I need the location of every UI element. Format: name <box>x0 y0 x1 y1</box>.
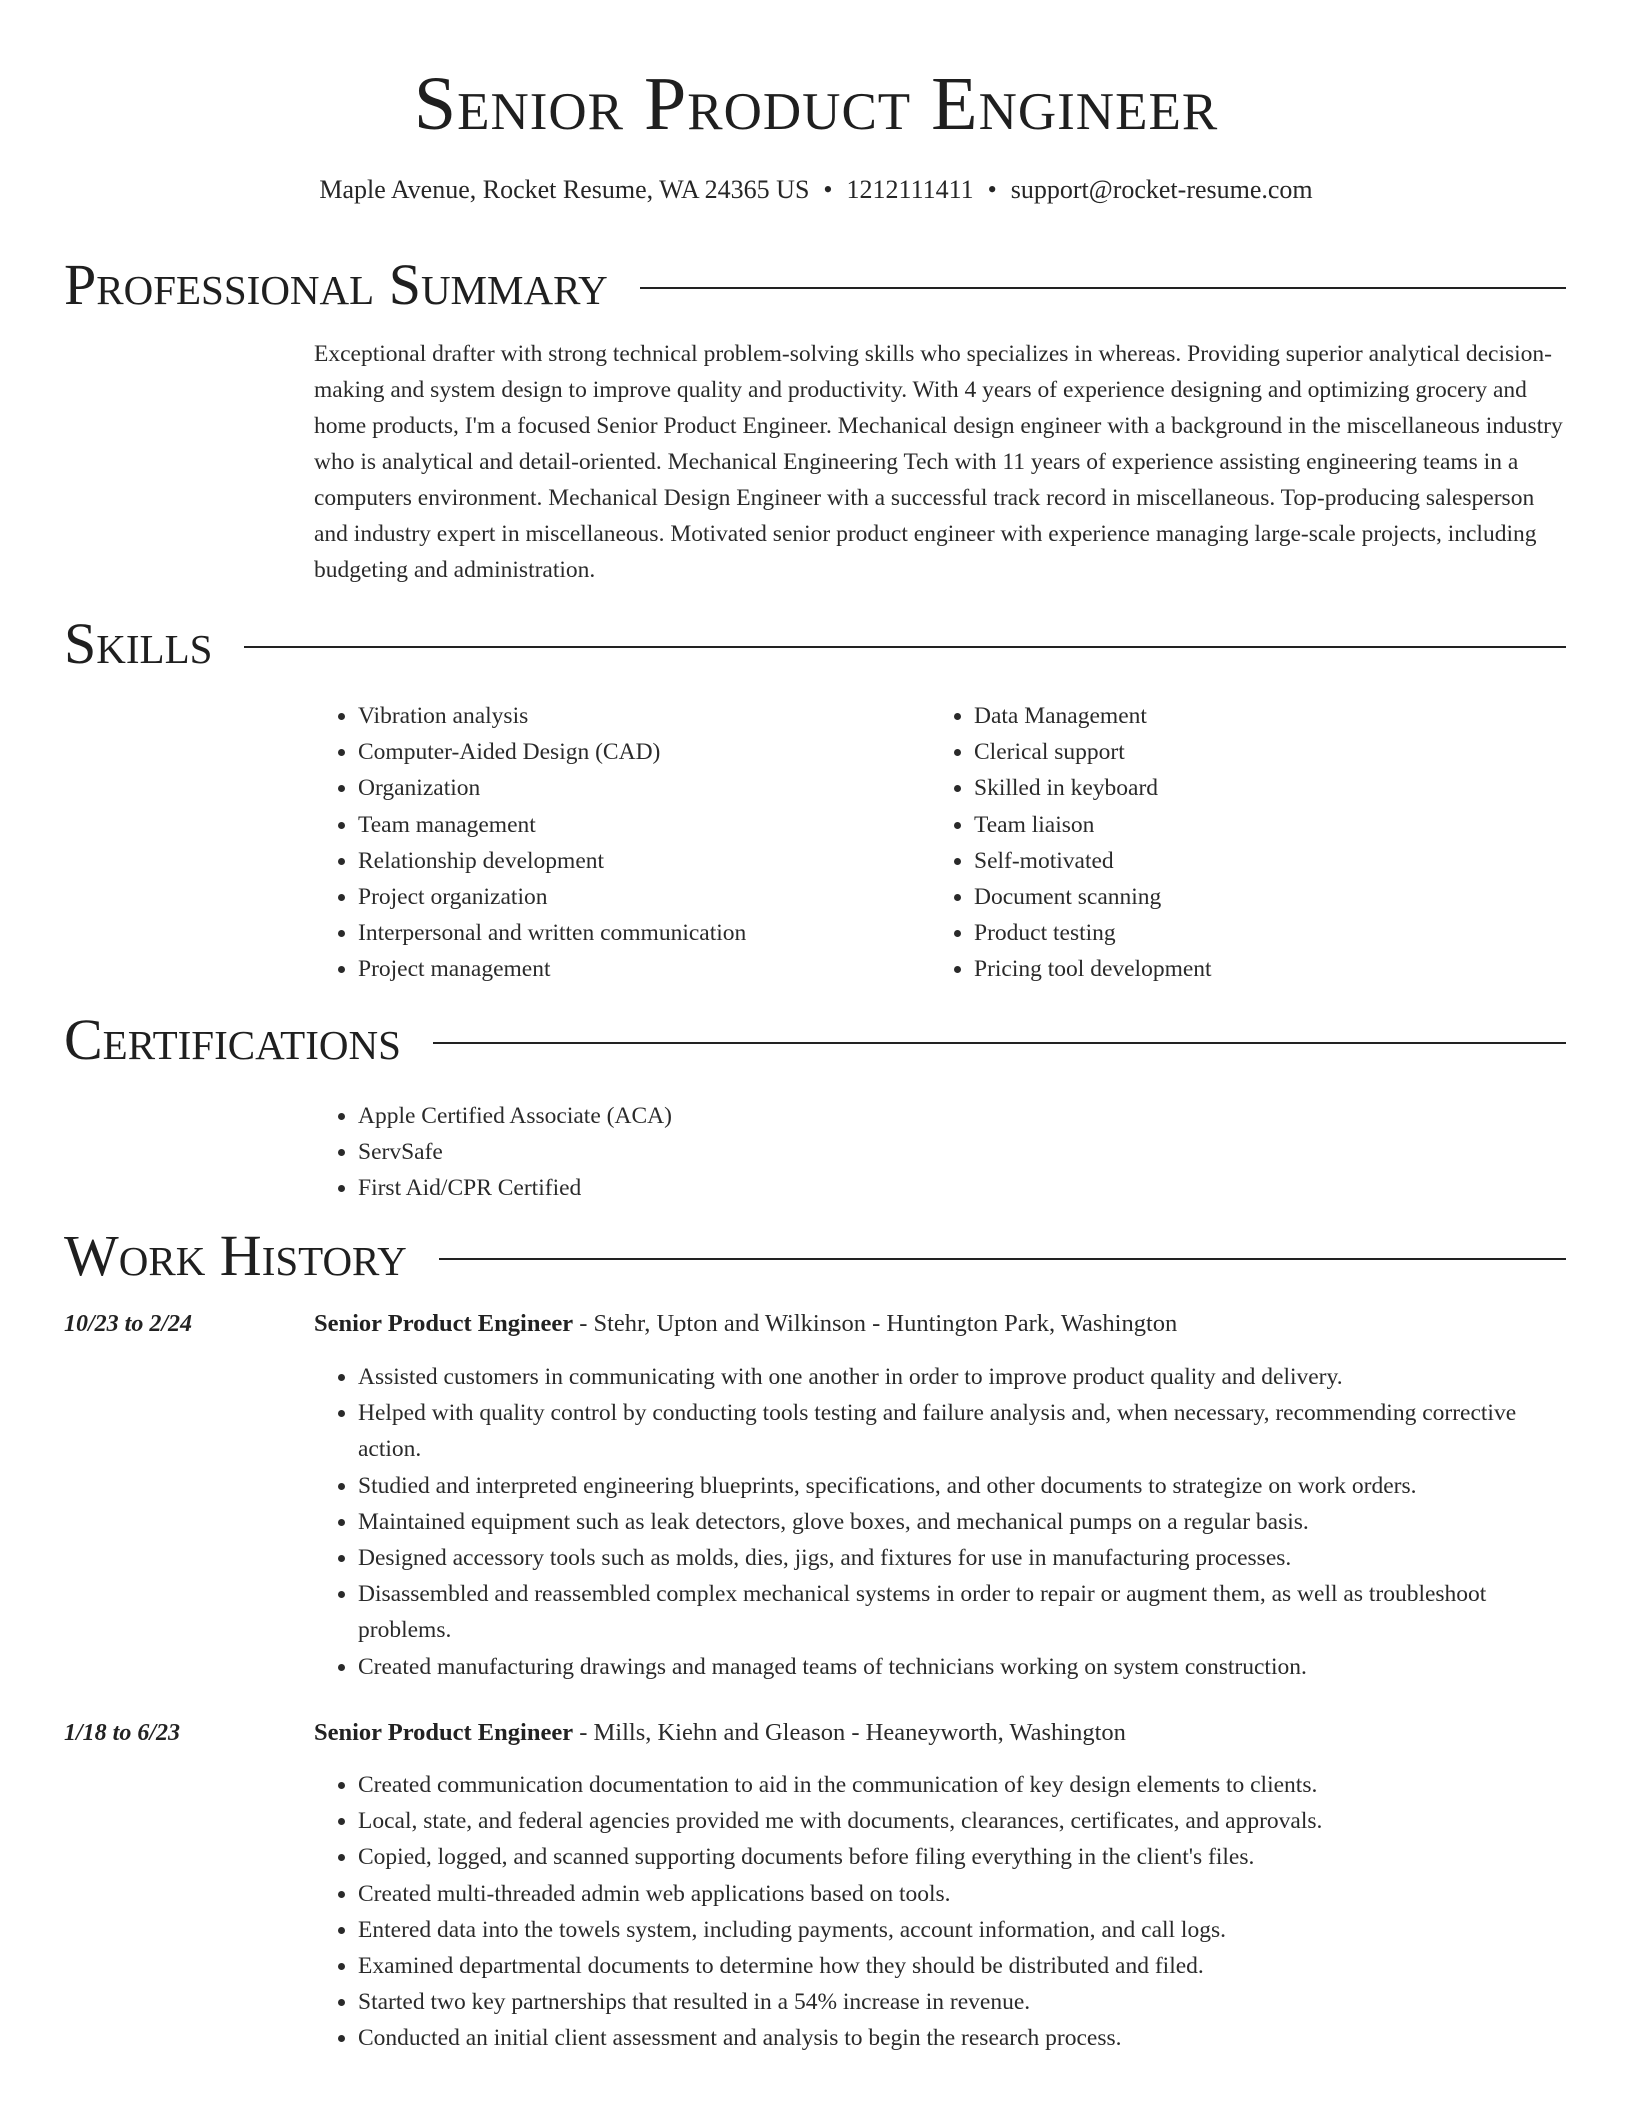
list-item: • Entered data into the towels system, including payments, account information, and call logs. <box>358 1912 1566 1948</box>
job-role: Senior Product Engineer <box>314 1310 574 1337</box>
work-history-section-header <box>64 1221 1566 1291</box>
list-item: • Created multi-threaded admin web applications based on tools. <box>358 1876 1566 1912</box>
list-item: • Team management <box>358 807 914 843</box>
job-responsibilities <box>314 1359 1566 1685</box>
list-item: • Self-motivated <box>974 843 1530 879</box>
list-item: • Product testing <box>974 915 1530 951</box>
summary-text: Exceptional drafter with strong technical problem-solving skills who specializes in whereas. Providing superior analytical decision-making and system design to improve quality and productivity. With 4 years of experience designing and optimizing grocery and home products, I'm a focused Senior Product Engineer. Mechanical design engineer with a background in the miscellaneous industry who is analytical and detail-oriented. Mechanical Engineering Tech with 11 years of experience assisting engineering teams in a computers environment. Mechanical Design Engineer with a successful track record in miscellaneous. Top-producing salesperson and industry expert in miscellaneous. Motivated senior product engineer with experience managing large-scale projects, including budgeting and administration. <box>314 341 1563 583</box>
list-item: • Skilled in keyboard <box>974 770 1530 806</box>
list-item: • First Aid/CPR Certified <box>358 1170 1566 1206</box>
section-divider <box>244 646 1566 648</box>
certifications-heading: Certifications <box>64 1007 401 1072</box>
contact-address: Maple Avenue, Rocket Resume, WA 24365 US <box>319 175 810 204</box>
list-item: • Created communication documentation to aid in the communication of key design elements to clients. <box>358 1767 1566 1803</box>
certifications-section-header <box>64 1005 1566 1075</box>
job-heading <box>314 1715 1566 1751</box>
job-bullet-list <box>314 1359 1566 1685</box>
job-responsibilities <box>314 1767 1566 2057</box>
contact-email: support@rocket-resume.com <box>1010 175 1313 204</box>
skills-list-left <box>314 698 914 988</box>
certifications-list <box>314 1098 1566 1207</box>
job-dates: 10/23 to 2/24 <box>64 1311 193 1337</box>
section-divider <box>640 287 1566 289</box>
job-dates: 1/18 to 6/23 <box>64 1720 181 1746</box>
list-item: • Vibration analysis <box>358 698 914 734</box>
list-item: • Organization <box>358 770 914 806</box>
skills-column-right <box>930 698 1530 988</box>
list-item: • Started two key partnerships that resulted in a 54% increase in revenue. <box>358 1984 1566 2020</box>
list-item: • Pricing tool development <box>974 951 1530 987</box>
list-item: • Project organization <box>358 879 914 915</box>
contact-separator: • <box>823 175 833 204</box>
list-item: • Copied, logged, and scanned supporting documents before filing everything in the client's files. <box>358 1839 1566 1875</box>
summary-heading: Professional Summary <box>64 252 608 317</box>
list-item: • Maintained equipment such as leak detectors, glove boxes, and mechanical pumps on a regular basis. <box>358 1504 1566 1540</box>
list-item: • Studied and interpreted engineering blueprints, specifications, and other documents to strategize on work orders. <box>358 1468 1566 1504</box>
skills-column-left <box>314 698 914 988</box>
list-item: • Apple Certified Associate (ACA) <box>358 1098 1566 1134</box>
list-item: • Clerical support <box>974 734 1530 770</box>
contact-phone: 1212111411 <box>846 175 974 204</box>
skills-section-header <box>64 609 1566 679</box>
list-item: • Interpersonal and written communication <box>358 915 914 951</box>
job-bullet-list <box>314 1767 1566 2057</box>
list-item: • Project management <box>358 951 914 987</box>
job-employer-location: - Stehr, Upton and Wilkinson - Huntington Park, Washington <box>573 1310 1178 1337</box>
job-employer-location: - Mills, Kiehn and Gleason - Heaneyworth, Washington <box>573 1719 1126 1746</box>
contact-line <box>0 172 1632 208</box>
list-item: • Data Management <box>974 698 1530 734</box>
section-divider <box>433 1042 1566 1044</box>
list-item: • Created manufacturing drawings and managed teams of technicians working on system construction. <box>358 1649 1566 1685</box>
list-item: • Helped with quality control by conducting tools testing and failure analysis and, when necessary, recommending corrective action. <box>358 1395 1566 1467</box>
summary-section-header <box>64 250 1566 320</box>
section-divider <box>439 1258 1566 1260</box>
list-item: • Relationship development <box>358 843 914 879</box>
resume-title: Senior Product Engineer <box>413 62 1219 146</box>
list-item: • Local, state, and federal agencies provided me with documents, clearances, certificates, and approvals. <box>358 1803 1566 1839</box>
certifications-block <box>314 1098 1566 1207</box>
list-item: • Team liaison <box>974 807 1530 843</box>
contact-separator: • <box>987 175 997 204</box>
list-item: • Examined departmental documents to determine how they should be distributed and filed. <box>358 1948 1566 1984</box>
list-item: • Designed accessory tools such as molds, dies, jigs, and fixtures for use in manufacturing processes. <box>358 1540 1566 1576</box>
job-heading <box>314 1306 1566 1342</box>
skills-list-right <box>930 698 1530 988</box>
list-item: • ServSafe <box>358 1134 1566 1170</box>
work-history-heading: Work History <box>64 1223 407 1288</box>
list-item: • Conducted an initial client assessment and analysis to begin the research process. <box>358 2020 1566 2056</box>
list-item: • Disassembled and reassembled complex mechanical systems in order to repair or augment them, as well as troubleshoot problems. <box>358 1576 1566 1648</box>
list-item: • Assisted customers in communicating with one another in order to improve product quality and delivery. <box>358 1359 1566 1395</box>
job-role: Senior Product Engineer <box>314 1719 574 1746</box>
list-item: • Document scanning <box>974 879 1530 915</box>
skills-heading: Skills <box>64 611 213 676</box>
list-item: • Computer-Aided Design (CAD) <box>358 734 914 770</box>
